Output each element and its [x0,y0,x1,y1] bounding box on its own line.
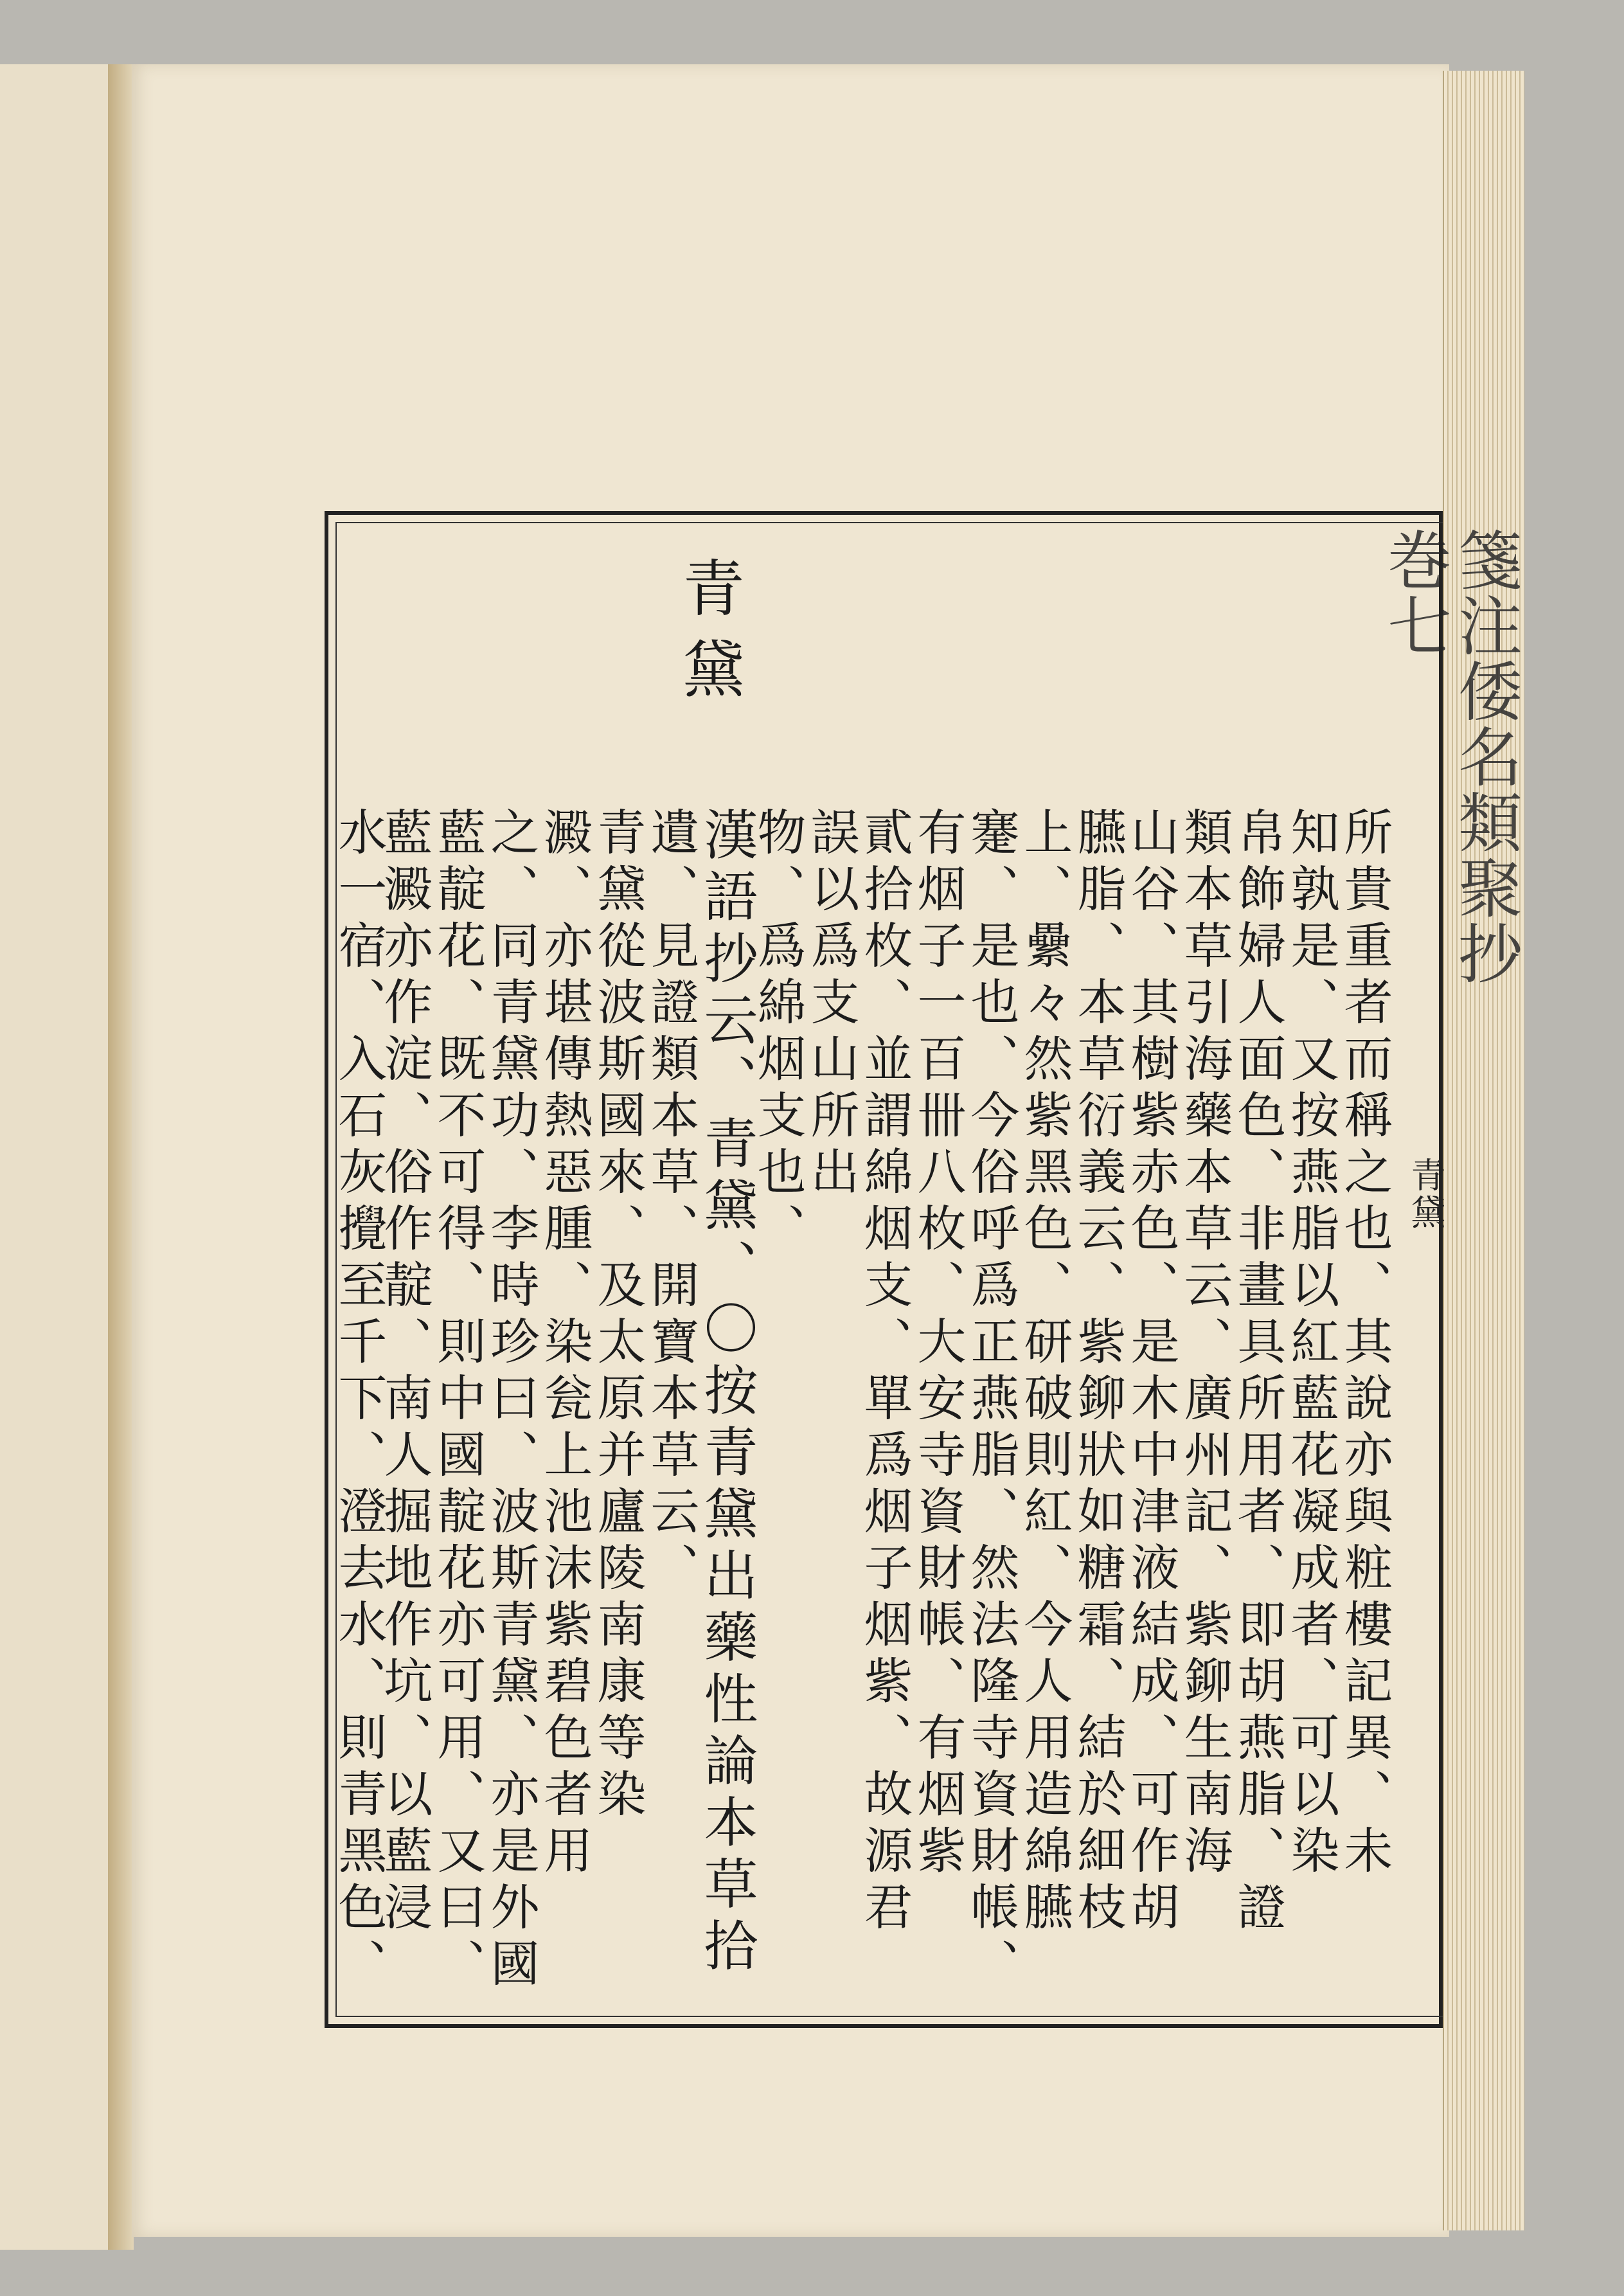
text-column: 水一宿、入石灰攪至千下、澄去水、則青黑色、 [330,807,388,1995]
text-column: 上、纍々然紫黑色、研破則紅、今人用造綿臙 [1016,807,1073,1938]
text-column: 貳拾枚、並謂綿烟支、單爲烟子烟紫、故源君 [856,807,913,1938]
text-column: 所貴重者而稱之也、其說亦與粧樓記異、未 [1336,807,1393,1881]
text-column: 青黛從波斯國來、及太原并廬陵南康等染 [589,807,647,1825]
text-column: 藍澱亦作淀、俗作靛、南人掘地作坑、以藍浸 [376,807,433,1938]
book-gutter [108,64,134,2250]
text-column: 藍靛花、既不可得、則中國靛花亦可用、又曰、 [429,807,486,1995]
text-column: 澱、亦堪傳熱惡腫、染瓮上池沫紫碧色者用 [536,807,593,1881]
text-column: 䞿、是也、今俗呼爲正燕脂、然法隆寺資財帳、 [963,807,1020,1995]
text-column: 之、同青黛功、李時珍曰、波斯青黛、亦是外國 [483,807,540,1995]
text-column: 有烟子一百卌八枚、大安寺資財帳、有烟紫 [909,807,967,1881]
margin-label: 青黛 [1405,1157,1446,1232]
text-column: 山谷、其樹紫赤色、是木中津液結成、可作胡 [1123,807,1180,1938]
text-column: 漢語抄云、青黛、〇按青黛出藥性論本草拾 [695,807,758,1979]
left-page [0,64,111,2250]
text-column: 類本草引海藥本草云、廣州記、紫鉚生南海 [1176,807,1233,1881]
text-column: 知孰是、又按燕脂以紅藍花凝成者、可以染 [1283,807,1340,1881]
text-column: 帛飾婦人面色、非畫具所用者、即胡燕脂、證 [1229,807,1287,1938]
text-column: 誤以爲支山所出 [803,807,860,1203]
text-column: 物、爲綿烟支也、 [749,807,807,1259]
section-heading: 青黛 [673,556,745,718]
spine-title: 箋注倭名類聚抄 巻七 [1377,527,1522,986]
text-column: 臙脂、本草衍義云、紫鉚狀如糖霜、結於細枝 [1069,807,1127,1938]
text-column: 遺、見證類本草、開寶本草云、 [643,807,700,1599]
